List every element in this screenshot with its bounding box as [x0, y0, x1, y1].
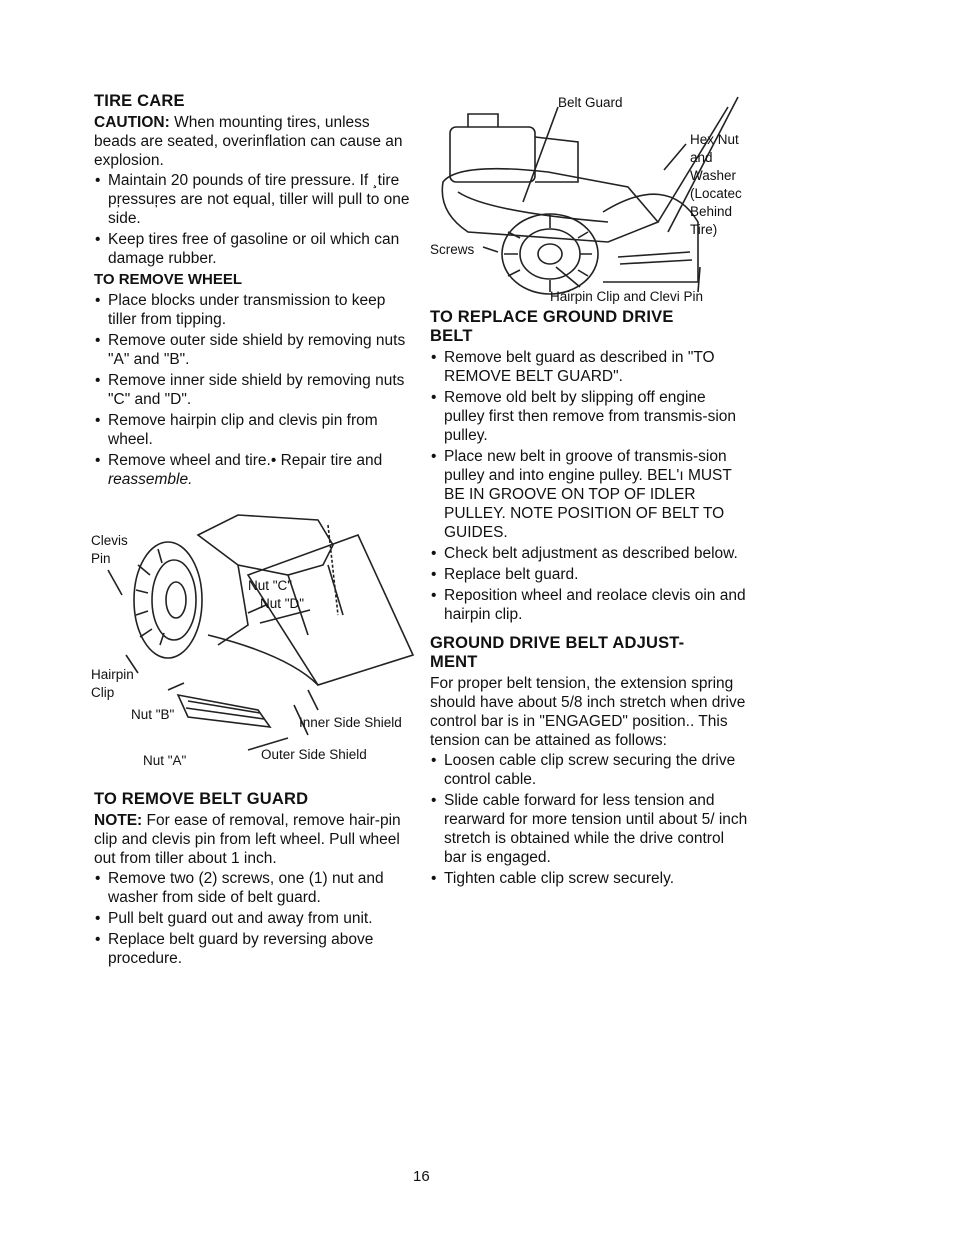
- list-item-text: Remove wheel and tire.• Repair tire and: [108, 452, 383, 469]
- tire-care-heading: TIRE CARE: [94, 92, 185, 110]
- label-nut-c: Nut "C": [248, 578, 293, 593]
- label-nut-b: Nut "B": [131, 707, 175, 722]
- list-item: • Remove old belt by slipping off engine pulley first then remove from transmis-sion pulley.: [430, 388, 750, 445]
- label-inner-side-shield: Inner Side Shield: [299, 715, 402, 730]
- label-nut-d: Nut "D": [260, 596, 305, 611]
- remove-belt-guard-list: [94, 869, 414, 968]
- label-hairpin-clevis: Hairpin Clip and Clevi Pin: [550, 289, 704, 304]
- belt-adjust-heading-line2: MENT: [430, 653, 478, 671]
- list-item: • Slide cable forward for less tension and rearward for more tension until about 5/ inch stretch is obtained while the drive control bar is engaged.: [430, 791, 750, 867]
- wheel-shield-figure: [88, 505, 418, 770]
- list-item: • Remove belt guard as described in "TO REMOVE BELT GUARD".: [430, 348, 750, 386]
- left-column-top: [94, 92, 414, 491]
- list-item: • Remove hairpin clip and clevis pin from wheel.: [94, 411, 414, 449]
- list-item: • Tighten cable clip screw securely.: [430, 869, 750, 888]
- belt-guard-figure: [428, 92, 754, 307]
- page-number: 16: [413, 1168, 430, 1185]
- remove-wheel-heading: TO REMOVE WHEEL: [94, 271, 243, 288]
- list-item: • Keep tires free of gasoline or oil which can damage rubber.: [94, 230, 414, 268]
- list-item: • Replace belt guard by reversing above procedure.: [94, 930, 414, 968]
- list-item: • Maintain 20 pounds of tire pressure. If ¸tire pŗessuŗes are not equal, tiller will pull to one side.: [94, 171, 414, 228]
- label-located: (Locatec: [690, 186, 742, 201]
- label-clip: Clip: [91, 685, 115, 700]
- note-paragraph: [94, 811, 414, 868]
- replace-belt-list: [430, 348, 750, 624]
- list-item: [94, 451, 414, 489]
- tire-care-list: [94, 171, 414, 268]
- list-item: • Check belt adjustment as described below.: [430, 544, 750, 563]
- belt-adjust-intro: For proper belt tension, the extension spring should have about 5/8 inch stretch when drive control bar is in "ENGAGED" position.. This tension can be attained as follows:: [430, 675, 746, 749]
- label-pin: Pin: [91, 551, 111, 566]
- label-and: and: [690, 150, 713, 165]
- belt-adjust-heading-line1: GROUND DRIVE BELT ADJUST-: [430, 634, 685, 652]
- list-item: • Place new belt in groove of transmis-sion pulley and into engine pulley. BEL'ı MUST BE IN GROOVE ON TOP OF IDLER PULLEY. NOTE POSITION OF BELT TO GUIDES.: [430, 447, 750, 542]
- belt-adjust-list: [430, 751, 750, 888]
- label-washer: Washer: [690, 168, 737, 183]
- list-item: • Pull belt guard out and away from unit.: [94, 909, 414, 928]
- left-column-bottom: [94, 790, 414, 970]
- label-screws: Screws: [430, 242, 475, 257]
- caution-label: CAUTION:: [94, 114, 170, 131]
- list-item: • Remove outer side shield by removing nuts "A" and "B".: [94, 331, 414, 369]
- list-item: • Reposition wheel and reolace clevis oin and hairpin clip.: [430, 586, 750, 624]
- list-item: • Remove two (2) screws, one (1) nut and washer from side of belt guard.: [94, 869, 414, 907]
- list-item: • Replace belt guard.: [430, 565, 750, 584]
- label-tire: Tire): [690, 222, 718, 237]
- right-column: [430, 308, 750, 890]
- replace-belt-heading-line1: TO REPLACE GROUND DRIVE: [430, 308, 674, 326]
- label-nut-a: Nut "A": [143, 753, 187, 768]
- list-item: • Loosen cable clip screw securing the drive control cable.: [430, 751, 750, 789]
- remove-wheel-list: [94, 291, 414, 489]
- list-item: • Place blocks under transmission to keep tiller from tipping.: [94, 291, 414, 329]
- caution-paragraph: [94, 113, 414, 170]
- label-belt-guard: Belt Guard: [558, 95, 623, 110]
- label-outer-side-shield: Outer Side Shield: [261, 747, 367, 762]
- label-hairpin: Hairpin: [91, 667, 134, 682]
- note-label: NOTE:: [94, 812, 143, 829]
- list-item-italic: reassemble.: [108, 471, 193, 488]
- label-clevis: Clevis: [91, 533, 128, 548]
- label-hex-nut: Hex Nut: [690, 132, 739, 147]
- remove-belt-guard-heading: TO REMOVE BELT GUARD: [94, 790, 309, 808]
- list-item: • Remove inner side shield by removing nuts "C" and "D".: [94, 371, 414, 409]
- caution-text: When mounting tires, unless beads are seated, overinflation can cause an explosion.: [94, 114, 403, 169]
- note-text: For ease of removal, remove hair-pin clip and clevis pin from left wheel. Pull wheel out from tiller about 1 inch.: [94, 812, 401, 867]
- label-behind: Behind: [690, 204, 733, 219]
- replace-belt-heading-line2: BELT: [430, 327, 473, 345]
